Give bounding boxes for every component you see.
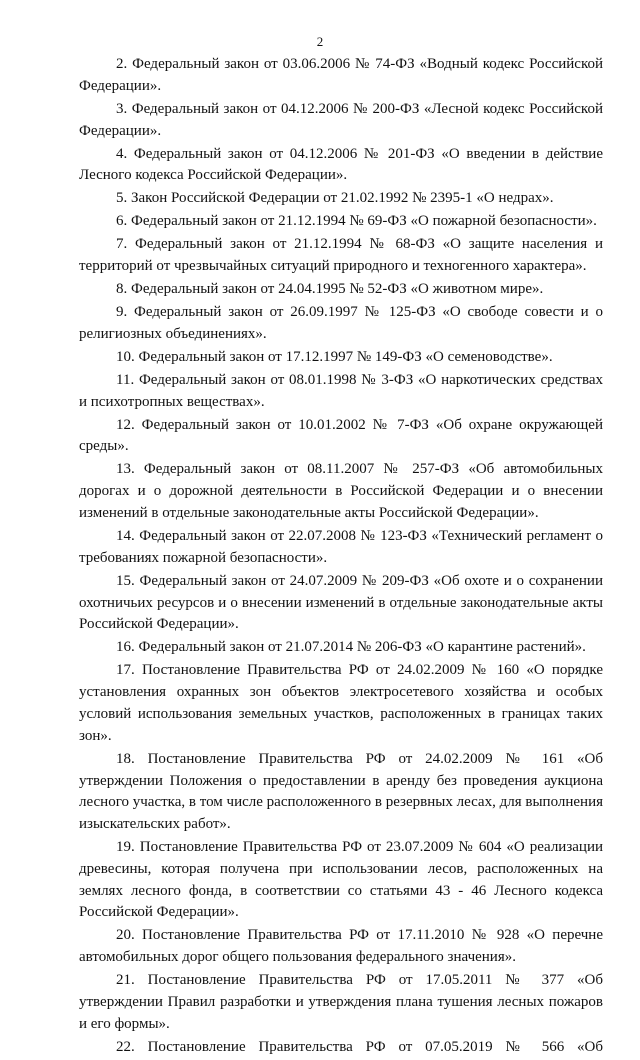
list-item: 9. Федеральный закон от 26.09.1997 № 125-ФЗ «О свободе совести и о религиозных объединениях». [79, 304, 603, 342]
list-item: 19. Постановление Правительства РФ от 23.07.2009 № 604 «О реализации древесины, которая получена при использовании лесов, расположенных на землях лесного фонда, в соответствии со статьями 43 - 46 Лесного кодекса Российской Федерации». [79, 839, 603, 921]
list-item: 21. Постановление Правительства РФ от 17.05.2011 № 377 «Об утверждении Правил разработки и утверждения плана тушения лесных пожаров и его формы». [79, 972, 603, 1032]
list-item: 10. Федеральный закон от 17.12.1997 № 149-ФЗ «О семеноводстве». [116, 348, 553, 365]
page-number: 2 [316, 34, 324, 49]
list-item: 17. Постановление Правительства РФ от 24.02.2009 № 160 «О порядке установления охранных зон объектов электросетевого хозяйства и особых условий использования земельных участков, расположенных в границах таких зон». [79, 662, 603, 744]
list-item: 12. Федеральный закон от 10.01.2002 № 7-ФЗ «Об охране окружающей среды». [79, 416, 603, 455]
list-item: 13. Федеральный закон от 08.11.2007 № 257-ФЗ «Об автомобильных дорогах и о дорожной деятельности в Российской Федерации и о внесении изменений в отдельные законодательные акты Российской Федерации». [79, 461, 603, 521]
list-item: 5. Закон Российской Федерации от 21.02.1992 № 2395-1 «О недрах». [116, 190, 554, 207]
list-item: 2. Федеральный закон от 03.06.2006 № 74-ФЗ «Водный кодекс Российской Федерации». [79, 56, 603, 94]
list-item: 4. Федеральный закон от 04.12.2006 № 201-ФЗ «О введении в действие Лесного кодекса Российской Федерации». [79, 145, 603, 184]
list-item: 15. Федеральный закон от 24.07.2009 № 209-ФЗ «Об охоте и о сохранении охотничьих ресурсов и о внесении изменений в отдельные законодательные акты Российской Федерации». [79, 572, 603, 633]
list-item: 18. Постановление Правительства РФ от 24.02.2009 № 161 «Об утверждении Положения о предоставлении в аренду без проведения аукциона лесного участка, в том числе расположенного в резервных лесах, для выполнения изыскательских работ». [79, 750, 603, 833]
list-item: 16. Федеральный закон от 21.07.2014 № 206-ФЗ «О карантине растений». [116, 639, 586, 656]
list-item: 20. Постановление Правительства РФ от 17.11.2010 № 928 «О перечне автомобильных дорог общего пользования федерального значения». [79, 927, 603, 966]
list-item: 22. Постановление Правительства РФ от 07.05.2019 № 566 «Об [116, 1038, 603, 1055]
list-item: 6. Федеральный закон от 21.12.1994 № 69-ФЗ «О пожарной безопасности». [116, 213, 597, 230]
list-item: 3. Федеральный закон от 04.12.2006 № 200-ФЗ «Лесной кодекс Российской Федерации». [79, 100, 603, 139]
list-item: 11. Федеральный закон от 08.01.1998 № 3-ФЗ «О наркотических средствах и психотропных веществах». [79, 371, 603, 410]
list-item: 7. Федеральный закон от 21.12.1994 № 68-ФЗ «О защите населения и территорий от чрезвычайных ситуаций природного и техногенного характера». [79, 236, 603, 275]
legal-acts-list [79, 54, 603, 1060]
list-item: 8. Федеральный закон от 24.04.1995 № 52-ФЗ «О животном мире». [116, 281, 544, 298]
list-item: 14. Федеральный закон от 22.07.2008 № 123-ФЗ «Технический регламент о требованиях пожарной безопасности». [79, 527, 603, 566]
